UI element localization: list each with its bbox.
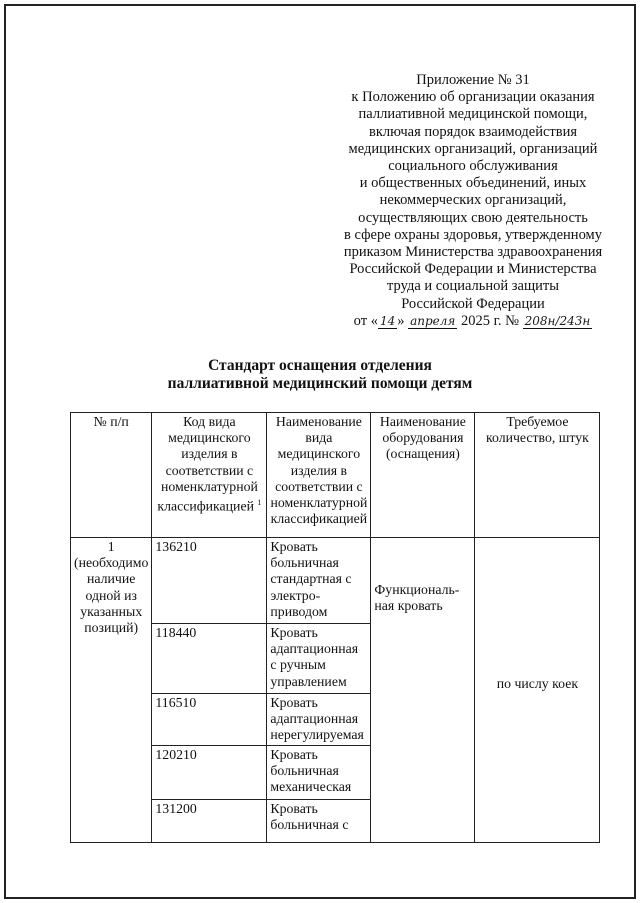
appendix-line: к Положению об организации оказания <box>351 89 595 106</box>
date-mid: » <box>397 312 405 329</box>
appendix-line: приказом Министерства здравоохранения <box>343 244 603 261</box>
equipment-name: Функциональ-ная кровать <box>374 582 460 614</box>
appendix-line: социального обслуживания <box>388 158 558 175</box>
quantity-cell <box>475 538 600 843</box>
appendix-line: некоммерческих организаций, <box>379 192 567 209</box>
page-border-right <box>634 4 636 899</box>
title-line-2: паллиативной медицинский помощи детям <box>167 375 473 392</box>
date-day: 14 <box>379 313 396 328</box>
appendix-line: медицинских организаций, организаций <box>348 140 598 157</box>
date-month: апреля <box>410 313 456 328</box>
device-name-cell: Кровать больничная механическая <box>267 746 371 800</box>
header-quantity: Требуемое количество, штук <box>475 413 600 538</box>
equipment-cell <box>371 538 475 843</box>
document-title <box>0 357 640 393</box>
appendix-line: Российской Федерации и Министерства <box>349 261 597 278</box>
date-year: 2025 г. № <box>461 312 520 329</box>
appendix-line: труда и социальной защиты <box>387 278 559 295</box>
code-cell: 116510 <box>152 694 267 746</box>
appendix-line: Российской Федерации <box>401 295 545 312</box>
device-name-cell: Кровать адаптационная с ручным управлением <box>267 624 371 694</box>
code-cell: 136210 <box>152 538 267 624</box>
order-date-line <box>318 313 628 330</box>
group-number-cell <box>71 538 152 843</box>
appendix-line: паллиативной медицинской помощи, <box>358 106 588 123</box>
code-cell: 120210 <box>152 746 267 800</box>
header-code: Код вида медицинского изделия в соответствии с номенклатурной классификацией $^1$ <box>152 413 267 538</box>
device-name-cell: Кровать больничная стандартная с электро-приводом <box>267 538 371 624</box>
appendix-line: и общественных объединений, иных <box>359 175 587 192</box>
quantity-value: по числу коек <box>496 676 579 691</box>
header-device-name: Наименование вида медицинского изделия в соответствии с номенклатурной классификацией <box>267 413 371 538</box>
appendix-block <box>318 72 628 330</box>
group-number: 1 <box>107 539 115 554</box>
group-note: (необходимо наличие одной из указанных позиций) <box>74 555 149 636</box>
footnote-marker: 1 <box>257 498 262 508</box>
header-equipment: Наименование оборудования (оснащения) <box>371 413 475 538</box>
appendix-line: осуществляющих свою деятельность <box>358 209 588 226</box>
title-line-1: Стандарт оснащения отделения <box>208 357 432 374</box>
page-border-top <box>4 4 636 6</box>
device-name-cell: Кровать больничная с <box>267 800 371 843</box>
appendix-line: включая порядок взаимодействия <box>368 123 578 140</box>
page-border-left <box>4 4 6 899</box>
code-cell: 118440 <box>152 624 267 694</box>
order-number: 208н/243н <box>524 313 591 328</box>
table-row <box>71 538 600 624</box>
equipment-standard-table <box>70 412 600 843</box>
page-border-bottom <box>4 897 636 899</box>
device-name-cell: Кровать адаптационная нерегулируемая <box>267 694 371 746</box>
table-header-row <box>71 413 600 538</box>
date-prefix: от « <box>353 312 378 329</box>
code-cell: 131200 <box>152 800 267 843</box>
appendix-line: в сфере охраны здоровья, утвержденному <box>344 226 602 243</box>
header-number: № п/п <box>71 413 152 538</box>
appendix-line: Приложение № 31 <box>416 72 530 88</box>
